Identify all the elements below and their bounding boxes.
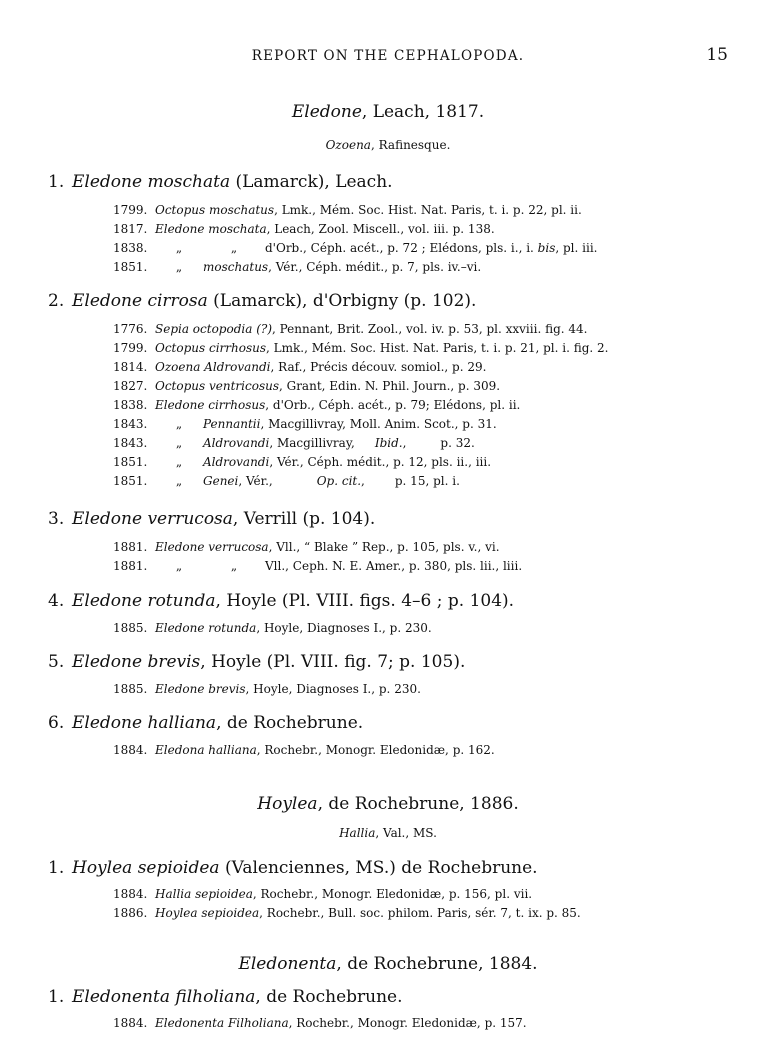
- citation-text: , Vér., Céph. médit., p. 12, pls. ii., iii.: [269, 455, 492, 469]
- species-number: 5.: [48, 652, 65, 672]
- species-number: 1.: [48, 987, 65, 1007]
- citation-taxon: Sepia octopodia (?): [155, 322, 272, 336]
- citation-text: , Grant, Edin. N. Phil. Journ., p. 309.: [278, 379, 501, 393]
- synonym-author: , Val., MS.: [375, 826, 437, 840]
- citation-year: 1799.: [113, 203, 148, 217]
- citation-taxon: Pennantii: [203, 417, 261, 431]
- species-name: Eledone verrucosa: [72, 509, 233, 529]
- citation-text: , Raf., Précis découv. somiol., p. 29.: [270, 360, 487, 374]
- ditto-mark: „: [175, 474, 183, 488]
- citation-taxon: Eledone brevis: [155, 682, 246, 696]
- citation-text: , Macgillivray,: [269, 436, 355, 450]
- species-author: (Lamarck), d'Orbigny (p. 102).: [207, 291, 477, 311]
- genus-synonym-hoylea: [0, 826, 776, 840]
- genus-author: , de Rochebrune, 1886.: [317, 794, 519, 814]
- ditto-mark: „: [175, 436, 183, 450]
- citation-taxon: Eledone moschata: [155, 222, 267, 236]
- citation-text: , Lmk., Mém. Soc. Hist. Nat. Paris, t. i. p. 21, pl. i. fig. 2.: [266, 341, 609, 355]
- citation-text: , Macgillivray, Moll. Anim. Scot., p. 31.: [260, 417, 497, 431]
- citation-year: 1884.: [113, 887, 148, 901]
- citation: [113, 341, 609, 355]
- citation-year: 1838.: [113, 398, 148, 412]
- citation-text: , pl. iii.: [555, 241, 598, 255]
- species-author: (Lamarck), Leach.: [230, 172, 393, 192]
- ditto-mark: „: [175, 260, 183, 274]
- citation-year: 1843.: [113, 417, 148, 431]
- citation-year: 1851.: [113, 474, 148, 488]
- citation: [113, 260, 481, 274]
- genus-heading-eledonenta: [0, 954, 776, 974]
- citation: [113, 682, 421, 696]
- page-number: 15: [706, 45, 728, 65]
- citation: [113, 621, 432, 635]
- citation-year: 1776.: [113, 322, 148, 336]
- species-heading: [48, 713, 363, 733]
- species-number: 1.: [48, 172, 65, 192]
- citation-taxon: Ozoena Aldrovandi: [155, 360, 271, 374]
- citation-taxon: Hoylea sepioidea: [155, 906, 260, 920]
- citation: [113, 417, 497, 431]
- citation: [113, 379, 500, 393]
- citation-italic: bis: [537, 241, 556, 255]
- citation-taxon: Octopus moschatus: [155, 203, 275, 217]
- citation-text: Vll., Ceph. N. E. Amer., p. 380, pls. lii., liii.: [265, 559, 523, 573]
- species-author: , de Rochebrune.: [216, 713, 364, 733]
- species-heading: [48, 987, 403, 1007]
- citation-taxon: Eledone cirrhosus: [155, 398, 266, 412]
- citation-taxon: Eledonenta Filholiana: [155, 1016, 289, 1030]
- ditto-mark: „: [175, 455, 183, 469]
- genus-heading-hoylea: [0, 794, 776, 814]
- synonym-author: , Rafinesque.: [370, 138, 451, 152]
- species-author: , Hoyle (Pl. VIII. figs. 4–6 ; p. 104).: [215, 591, 515, 611]
- citation-taxon: Aldrovandi: [203, 455, 270, 469]
- citation-taxon: Eledona halliana: [155, 743, 257, 757]
- citation-year: 1851.: [113, 260, 148, 274]
- citation-text: , Vér., Céph. médit., p. 7, pls. iv.–vi.: [268, 260, 482, 274]
- citation-text: , Vér.,: [238, 474, 273, 488]
- citation-year: 1817.: [113, 222, 148, 236]
- genus-name: Eledone: [291, 102, 362, 122]
- species-heading: [48, 291, 476, 311]
- citation: [113, 474, 460, 488]
- citation-year: 1884.: [113, 743, 148, 757]
- citation: [113, 1016, 527, 1030]
- species-number: 1.: [48, 858, 65, 878]
- species-author: , Verrill (p. 104).: [232, 509, 376, 529]
- citation-taxon: moschatus: [203, 260, 269, 274]
- citation-year: 1885.: [113, 621, 148, 635]
- species-author: (Valenciennes, MS.) de Rochebrune.: [219, 858, 538, 878]
- synonym-name: Hallia: [339, 826, 376, 840]
- citation-taxon: Genei: [203, 474, 239, 488]
- species-heading: [48, 858, 538, 878]
- citation-year: 1814.: [113, 360, 148, 374]
- citation: [113, 743, 495, 757]
- genus-name: Hoylea: [257, 794, 318, 814]
- species-name: Eledone halliana: [72, 713, 217, 733]
- citation: [113, 203, 582, 217]
- citation-text: , Vll., “ Blake ” Rep., p. 105, pls. v., vi.: [268, 540, 500, 554]
- citation-year: 1881.: [113, 559, 148, 573]
- species-name: Eledonenta filholiana: [72, 987, 256, 1007]
- citation: [113, 436, 475, 450]
- species-name: Eledone rotunda: [72, 591, 216, 611]
- citation-text: , Rochebr., Bull. soc. philom. Paris, sér. 7, t. ix. p. 85.: [259, 906, 581, 920]
- citation-taxon: Eledone rotunda: [155, 621, 257, 635]
- species-heading: [48, 652, 465, 672]
- ditto-mark: „: [230, 241, 238, 255]
- citation-text: , Pennant, Brit. Zool., vol. iv. p. 53, pl. xxviii. fig. 44.: [272, 322, 588, 336]
- citation-text: , Rochebr., Monogr. Eledonidæ, p. 157.: [288, 1016, 527, 1030]
- citation-taxon: Eledone verrucosa: [155, 540, 269, 554]
- genus-name: Eledonenta: [238, 954, 337, 974]
- species-heading: [48, 172, 393, 192]
- citation-italic: Ibid.: [374, 436, 403, 450]
- citation: [113, 887, 532, 901]
- citation-year: 1827.: [113, 379, 148, 393]
- citation-text: d'Orb., Céph. acét., p. 72 ; Elédons, pls. i., i.: [265, 241, 538, 255]
- citation-year: 1886.: [113, 906, 148, 920]
- genus-author: , Leach, 1817.: [361, 102, 485, 122]
- species-number: 6.: [48, 713, 65, 733]
- citation-year: 1843.: [113, 436, 148, 450]
- citation-taxon: Aldrovandi: [203, 436, 270, 450]
- citation-year: 1881.: [113, 540, 148, 554]
- citation-text: ,: [361, 474, 365, 488]
- species-name: Hoylea sepioidea: [72, 858, 220, 878]
- citation-text: , d'Orb., Céph. acét., p. 79; Elédons, pl. ii.: [265, 398, 521, 412]
- citation-taxon: Octopus ventricosus: [155, 379, 279, 393]
- citation: [113, 398, 520, 412]
- citation-year: 1799.: [113, 341, 148, 355]
- citation: [113, 540, 500, 554]
- citation-text: , Hoyle, Diagnoses I., p. 230.: [256, 621, 432, 635]
- citation-page: p. 15, pl. i.: [394, 474, 460, 488]
- ditto-mark: „: [175, 241, 183, 255]
- genus-author: , de Rochebrune, 1884.: [336, 954, 538, 974]
- species-name: Eledone moschata: [72, 172, 231, 192]
- species-number: 2.: [48, 291, 65, 311]
- citation: [113, 322, 587, 336]
- species-author: , de Rochebrune.: [255, 987, 403, 1007]
- ditto-mark: „: [230, 559, 238, 573]
- citation-text: , Hoyle, Diagnoses I., p. 230.: [245, 682, 421, 696]
- citation: [113, 241, 597, 255]
- citation-year: 1885.: [113, 682, 148, 696]
- citation: [113, 455, 491, 469]
- citation-year: 1884.: [113, 1016, 148, 1030]
- citation: [113, 360, 486, 374]
- species-author: , Hoyle (Pl. VIII. fig. 7; p. 105).: [200, 652, 466, 672]
- ditto-mark: „: [175, 417, 183, 431]
- species-heading: [48, 591, 514, 611]
- citation-text: , Lmk., Mém. Soc. Hist. Nat. Paris, t. i. p. 22, pl. ii.: [274, 203, 582, 217]
- citation-text: , Leach, Zool. Miscell., vol. iii. p. 138.: [266, 222, 495, 236]
- citation-year: 1851.: [113, 455, 148, 469]
- citation-taxon: Hallia sepioidea: [155, 887, 253, 901]
- citation-taxon: Octopus cirrhosus: [155, 341, 267, 355]
- species-heading: [48, 509, 375, 529]
- citation: [113, 222, 495, 236]
- citation-text: ,: [402, 436, 407, 450]
- citation-text: , Rochebr., Monogr. Eledonidæ, p. 162.: [256, 743, 495, 757]
- citation: [113, 906, 581, 920]
- genus-heading-eledone: [0, 102, 776, 122]
- citation-italic: Op. cit.: [316, 474, 362, 488]
- citation-year: 1838.: [113, 241, 148, 255]
- genus-synonym-eledone: [0, 138, 776, 152]
- species-name: Eledone brevis: [72, 652, 201, 672]
- species-number: 3.: [48, 509, 65, 529]
- synonym-name: Ozoena: [325, 138, 371, 152]
- species-number: 4.: [48, 591, 65, 611]
- citation: [113, 559, 522, 573]
- species-name: Eledone cirrosa: [72, 291, 208, 311]
- running-header: REPORT ON THE CEPHALOPODA.: [251, 48, 525, 64]
- ditto-mark: „: [175, 559, 183, 573]
- citation-text: , Rochebr., Monogr. Eledonidæ, p. 156, pl. vii.: [252, 887, 533, 901]
- citation-page: p. 32.: [440, 436, 475, 450]
